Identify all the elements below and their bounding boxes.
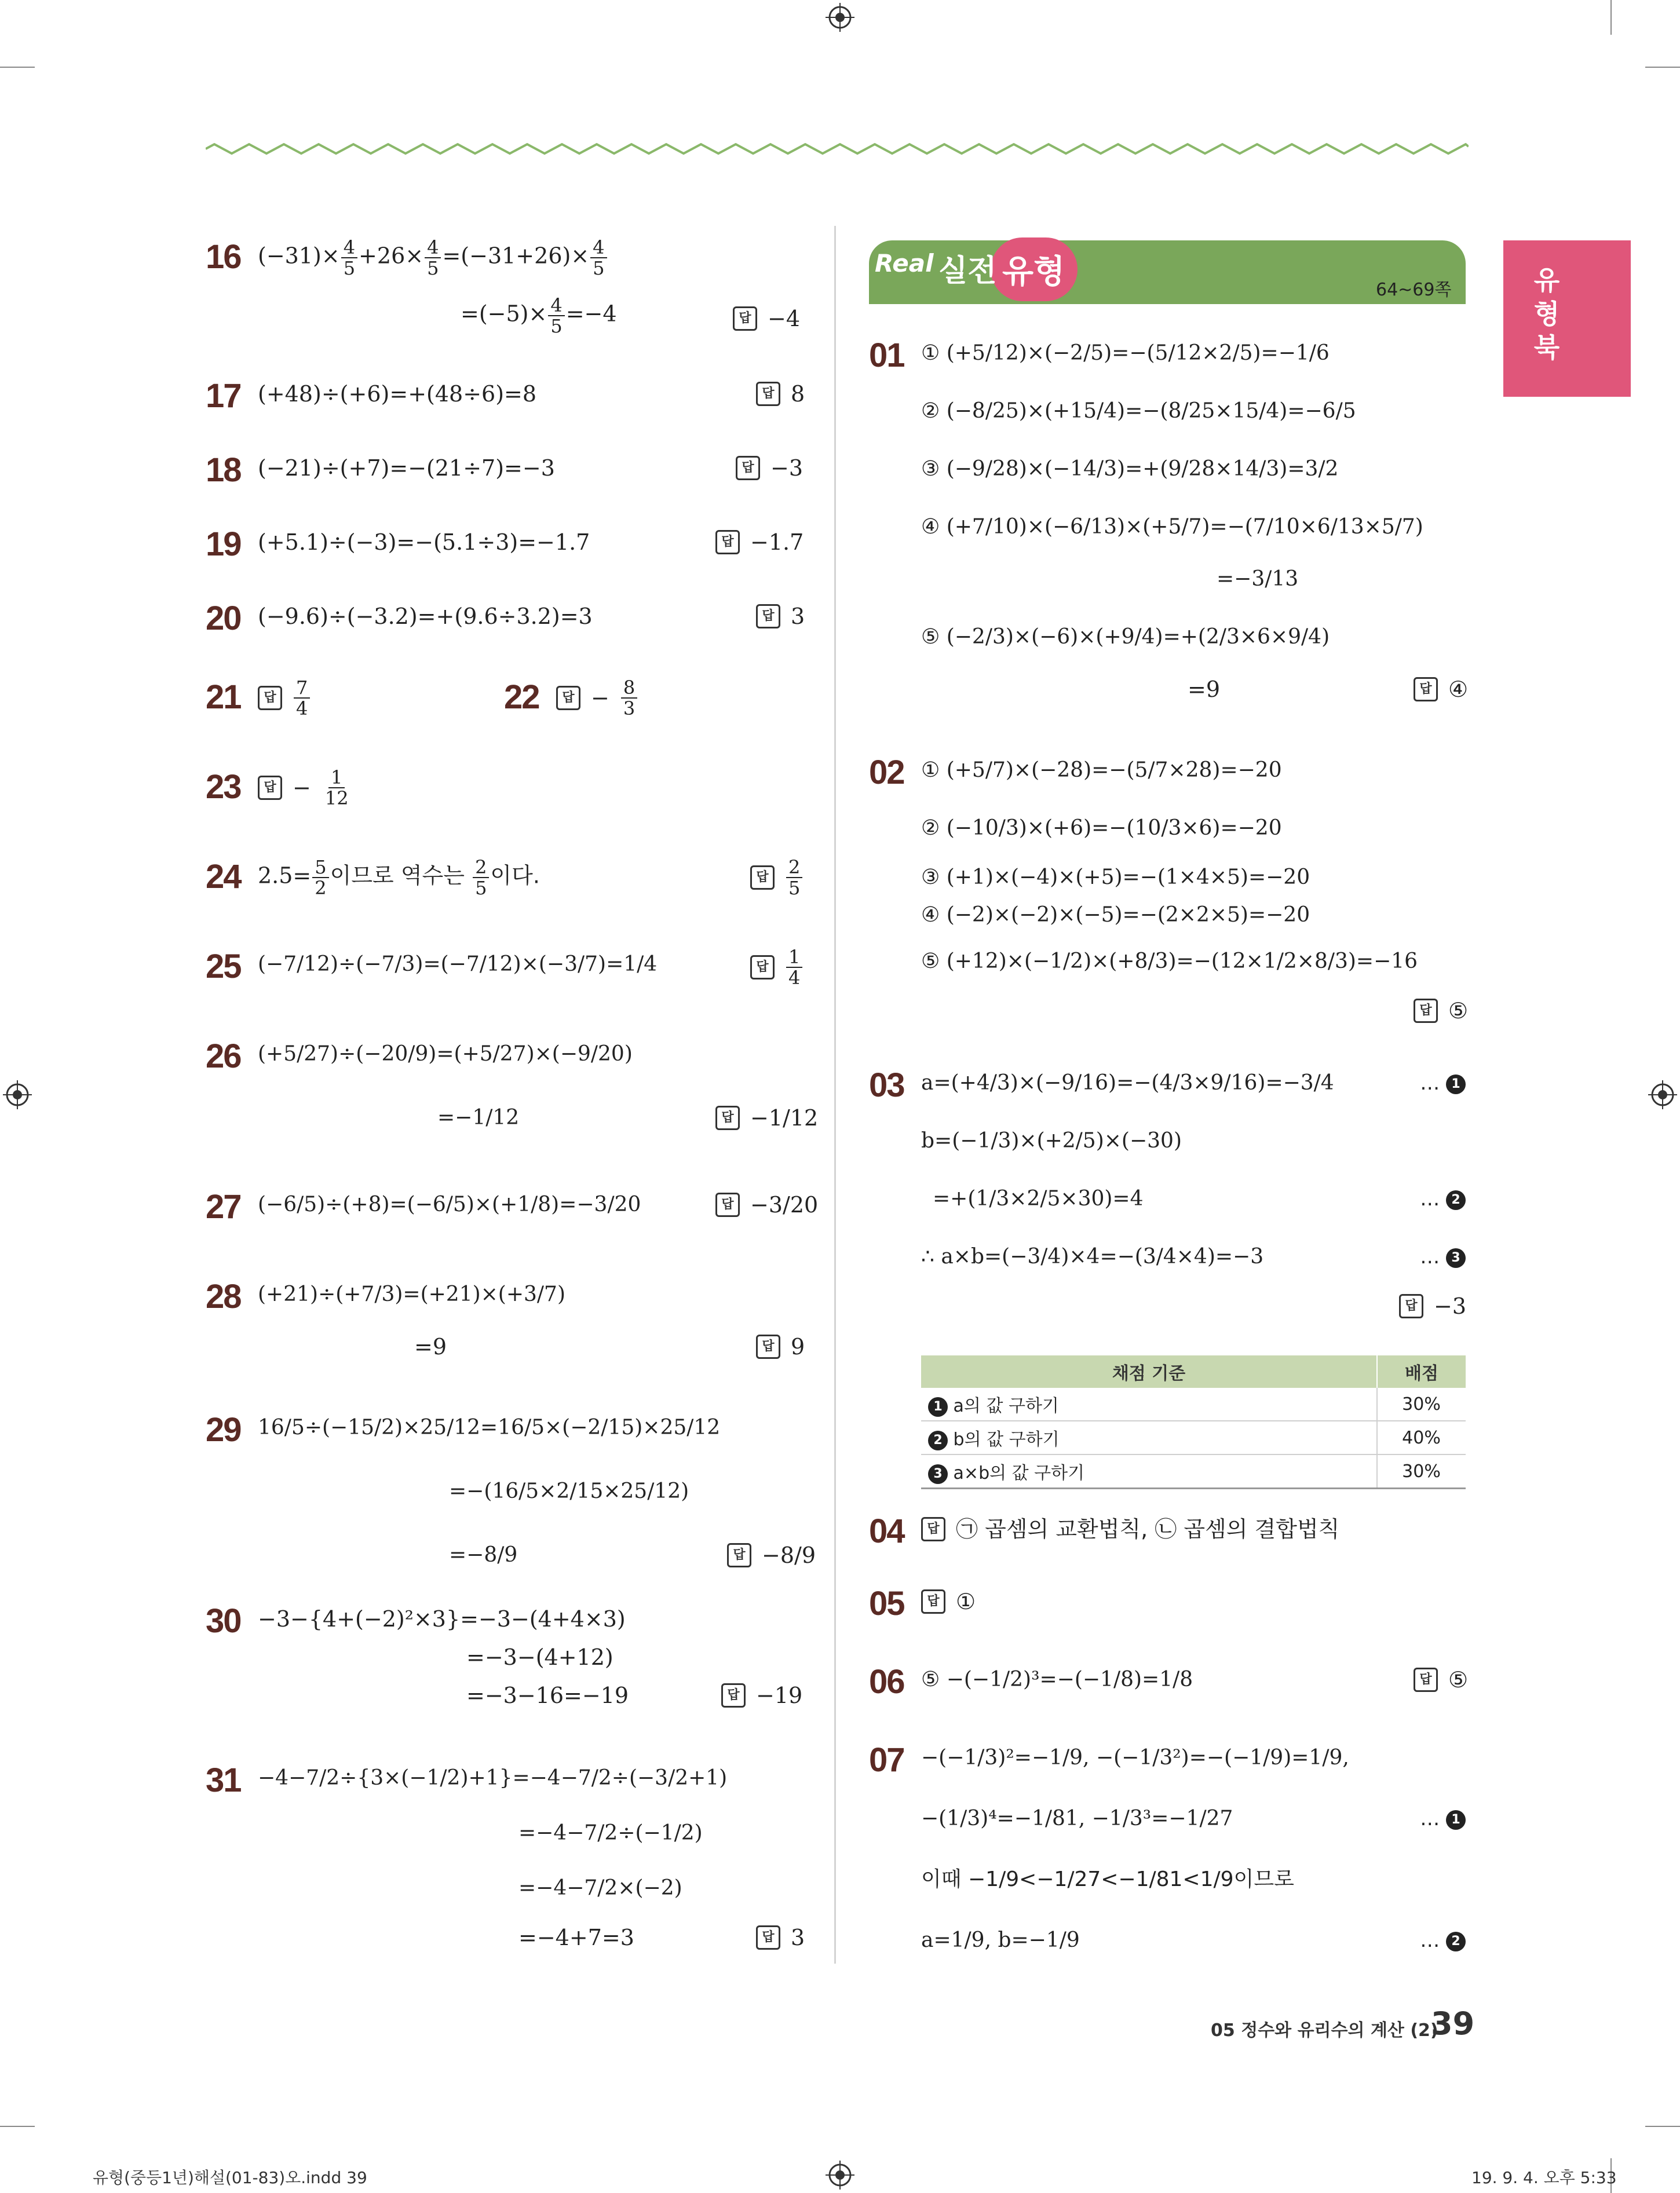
solution-line: (−31)× $\frac{4}{5}$ +26× $\frac{4}{5}$ =(−31+26)× $\frac{4}{5}$ bbox=[258, 237, 608, 278]
problem-number: 20 bbox=[206, 600, 241, 637]
answer: 답 $\frac{2}{5}$ bbox=[750, 857, 804, 898]
solution-line: ⑤ −(−1/2)³=−(−1/8)=1/8 bbox=[921, 1668, 1193, 1691]
scoring-table bbox=[921, 1355, 1466, 1489]
print-stamp: 19. 9. 4. 오후 5:33 bbox=[1471, 2168, 1617, 2187]
solution-line: =−(16/5×2/15×25/12) bbox=[449, 1479, 689, 1503]
solution-line: ② (−10/3)×(+6)=−(10/3×6)=−20 bbox=[921, 816, 1282, 840]
problem-number: 18 bbox=[206, 451, 241, 489]
solution-line: =−1/12 bbox=[437, 1106, 520, 1130]
banner-underline bbox=[869, 301, 1466, 304]
solution-line: 2.5= $\frac{5}{2}$ 이므로 역수는 $\frac{2}{5}$ 이다. bbox=[258, 856, 540, 899]
solution-line: =−4−7/2÷(−1/2) bbox=[518, 1821, 703, 1845]
answer: 답 −19 bbox=[721, 1678, 802, 1713]
solution-line: ③ (−9/28)×(−14/3)=+(9/28×14/3)=3/2 bbox=[921, 457, 1339, 481]
solution-line: =9 bbox=[1188, 677, 1221, 702]
problem-number: 04 bbox=[869, 1512, 904, 1550]
answer: 답 ⑤ bbox=[1414, 993, 1468, 1028]
registration-mark-icon bbox=[1648, 1080, 1677, 1109]
table-row: 3 a×b의 값 구하기 30% bbox=[921, 1454, 1466, 1489]
solution-line: ∴ a×b=(−3/4)×4=−(3/4×4)=−3 bbox=[921, 1245, 1264, 1269]
solution-line: =−8/9 bbox=[449, 1543, 518, 1567]
side-tab-label: 유형북 bbox=[1533, 265, 1560, 363]
file-name: 유형(중등1년)해설(01-83)오.indd 39 bbox=[93, 2168, 367, 2187]
solution-line: =9 bbox=[414, 1334, 447, 1359]
solution-line: =−4+7=3 bbox=[518, 1925, 634, 1950]
table-row: 2 b의 값 구하기 40% bbox=[921, 1421, 1466, 1454]
solution-line: ⑤ (−2/3)×(−6)×(+9/4)=+(2/3×6×9/4) bbox=[921, 625, 1330, 649]
problem-number: 31 bbox=[206, 1761, 241, 1799]
solution-line: −(1/3)⁴=−1/81, −1/3³=−1/27 bbox=[921, 1807, 1233, 1830]
answer: 답 ① bbox=[921, 1584, 976, 1619]
answer: 답 $\frac{7}{4}$ bbox=[258, 678, 311, 718]
step-marker: … 1 bbox=[1420, 1801, 1466, 1836]
answer: 답 −8/9 bbox=[727, 1538, 816, 1573]
registration-mark-icon bbox=[826, 2161, 854, 2190]
crop-mark bbox=[1645, 67, 1680, 68]
solution-line: (+5.1)÷(−3)=−(5.1÷3)=−1.7 bbox=[258, 529, 590, 555]
solution-line: (−7/12)÷(−7/3)=(−7/12)×(−3/7)=1/4 bbox=[258, 952, 658, 976]
crop-mark bbox=[1610, 0, 1612, 35]
crop-mark bbox=[0, 67, 35, 68]
table-header: 채점 기준 bbox=[921, 1355, 1377, 1388]
answer: 답 ㉠ 곱셈의 교환법칙, ㉡ 곱셈의 결합법칙 bbox=[921, 1512, 1339, 1547]
answer: 답 $\frac{1}{4}$ bbox=[750, 947, 804, 988]
solution-line: −3−{4+(−2)²×3}=−3−(4+4×3) bbox=[258, 1606, 626, 1632]
step-marker: … 2 bbox=[1420, 1923, 1466, 1958]
answer: 답 −3 bbox=[1399, 1289, 1466, 1324]
answer: 답 −3 bbox=[736, 451, 803, 485]
answer: 답 − $\frac{8}{3}$ bbox=[556, 678, 638, 718]
banner-real: Real bbox=[875, 249, 934, 277]
problem-number: 06 bbox=[869, 1663, 904, 1701]
problem-number: 29 bbox=[206, 1411, 241, 1449]
answer: 답 −3/20 bbox=[715, 1187, 818, 1222]
banner-title: 실전 bbox=[938, 254, 997, 288]
problem-number: 28 bbox=[206, 1278, 241, 1315]
solution-line: =−4−7/2×(−2) bbox=[518, 1876, 682, 1900]
solution-line: a=(+4/3)×(−9/16)=−(4/3×9/16)=−3/4 bbox=[921, 1071, 1334, 1095]
crop-mark bbox=[1645, 2126, 1680, 2127]
problem-number: 22 bbox=[504, 678, 539, 716]
problem-21-22 bbox=[206, 678, 808, 736]
step-marker: … 3 bbox=[1420, 1240, 1466, 1274]
step-marker: … 1 bbox=[1420, 1066, 1466, 1101]
answer: 답 8 bbox=[756, 377, 805, 411]
problem-number: 17 bbox=[206, 377, 241, 415]
banner-tag: 유형 bbox=[1002, 253, 1065, 291]
problem-number: 03 bbox=[869, 1066, 904, 1104]
solution-line: =−3−16=−19 bbox=[466, 1683, 629, 1708]
problem-number: 16 bbox=[206, 238, 241, 276]
problem-number: 02 bbox=[869, 754, 904, 791]
page-number: 39 bbox=[1431, 2005, 1475, 2042]
solution-line: ① (+5/7)×(−28)=−(5/7×28)=−20 bbox=[921, 758, 1282, 782]
solution-line: (+21)÷(+7/3)=(+21)×(+3/7) bbox=[258, 1282, 565, 1306]
solution-line: −(−1/3)²=−1/9, −(−1/3²)=−(−1/9)=1/9, bbox=[921, 1746, 1349, 1770]
column-divider bbox=[834, 226, 836, 1964]
solution-line: ④ (−2)×(−2)×(−5)=−(2×2×5)=−20 bbox=[921, 903, 1310, 927]
answer: 답 ⑤ bbox=[1414, 1662, 1468, 1697]
answer: 답 ④ bbox=[1414, 672, 1468, 707]
solution-line: 이때 −1/9<−1/27<−1/81<1/9이므로 bbox=[921, 1867, 1294, 1891]
solution-line: −4−7/2÷{3×(−1/2)+1}=−4−7/2÷(−3/2+1) bbox=[258, 1766, 728, 1790]
problem-number: 23 bbox=[206, 768, 241, 806]
solution-line: b=(−1/3)×(+2/5)×(−30) bbox=[921, 1129, 1182, 1153]
crop-mark bbox=[0, 2126, 35, 2127]
solution-line: (+5/27)÷(−20/9)=(+5/27)×(−9/20) bbox=[258, 1042, 633, 1066]
solution-line: (−9.6)÷(−3.2)=+(9.6÷3.2)=3 bbox=[258, 604, 593, 629]
solution-line: a=1/9, b=−1/9 bbox=[921, 1928, 1080, 1952]
solution-line: =+(1/3×2/5×30)=4 bbox=[933, 1187, 1144, 1211]
registration-mark-icon bbox=[3, 1080, 32, 1109]
table-row: 1 a의 값 구하기 30% bbox=[921, 1388, 1466, 1421]
solution-line: ⑤ (+12)×(−1/2)×(+8/3)=−(12×1/2×8/3)=−16 bbox=[921, 949, 1418, 973]
solution-line: (−21)÷(+7)=−(21÷7)=−3 bbox=[258, 455, 555, 481]
answer: 답 −1.7 bbox=[715, 525, 804, 560]
table-header: 배점 bbox=[1377, 1355, 1466, 1388]
problem-number: 24 bbox=[206, 858, 241, 896]
answer: 답 9 bbox=[756, 1329, 805, 1364]
wave-divider bbox=[206, 142, 1469, 156]
side-tab bbox=[1503, 240, 1631, 397]
solution-line: ④ (+7/10)×(−6/13)×(+5/7)=−(7/10×6/13×5/7) bbox=[921, 515, 1423, 539]
step-marker: … 2 bbox=[1420, 1182, 1466, 1216]
answer: 답 3 bbox=[756, 599, 805, 634]
problem-number: 21 bbox=[206, 678, 241, 716]
problem-number: 30 bbox=[206, 1602, 241, 1640]
solution-line: =−3−(4+12) bbox=[466, 1644, 613, 1670]
answer: 답 −1/12 bbox=[715, 1101, 818, 1135]
problem-number: 01 bbox=[869, 337, 904, 374]
problem-number: 05 bbox=[869, 1585, 904, 1622]
solution-line: ② (−8/25)×(+15/4)=−(8/25×15/4)=−6/5 bbox=[921, 399, 1356, 423]
chapter-title: 05 정수와 유리수의 계산 (2) bbox=[1211, 2020, 1438, 2041]
solution-line: (+48)÷(+6)=+(48÷6)=8 bbox=[258, 381, 537, 407]
problem-number: 19 bbox=[206, 525, 241, 563]
solution-line: 16/5÷(−15/2)×25/12=16/5×(−2/15)×25/12 bbox=[258, 1416, 721, 1439]
problem-number: 25 bbox=[206, 948, 241, 985]
solution-line: ③ (+1)×(−4)×(+5)=−(1×4×5)=−20 bbox=[921, 865, 1310, 889]
problem-number: 26 bbox=[206, 1037, 241, 1075]
page-range: 64~69쪽 bbox=[1376, 280, 1452, 300]
registration-mark-icon bbox=[826, 3, 854, 32]
problem-number: 07 bbox=[869, 1741, 904, 1779]
answer: 답 − $\frac{1}{12}$ bbox=[258, 767, 352, 808]
solution-line: =(−5)× $\frac{4}{5}$ =−4 bbox=[461, 294, 617, 337]
problem-number: 27 bbox=[206, 1188, 241, 1226]
solution-line: =−3/13 bbox=[1217, 567, 1299, 591]
solution-line: (−6/5)÷(+8)=(−6/5)×(+1/8)=−3/20 bbox=[258, 1193, 641, 1216]
answer: 답 3 bbox=[756, 1920, 805, 1955]
answer: 답 −4 bbox=[733, 301, 800, 336]
solution-line: ① (+5/12)×(−2/5)=−(5/12×2/5)=−1/6 bbox=[921, 341, 1330, 365]
